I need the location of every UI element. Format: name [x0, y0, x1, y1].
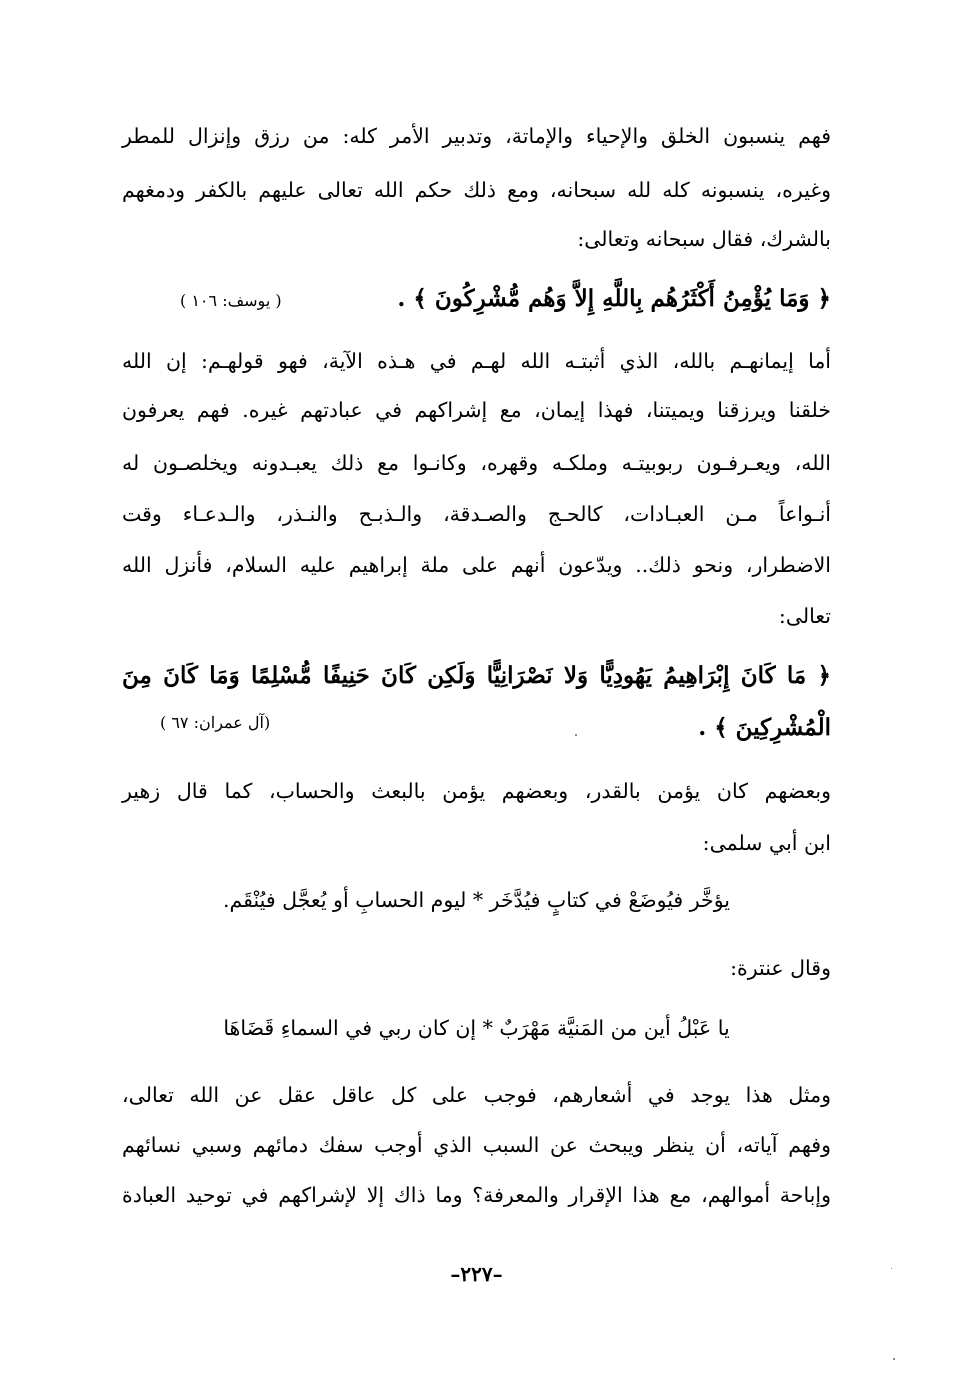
paragraph2-line6: تعالى:: [778, 604, 831, 628]
antara-intro: وقال عنترة:: [730, 956, 831, 980]
paragraph2-line1: أما إيمانهـم بالله، الذي أثبتـه الله لهـم في هـذه الآية، فهو قولهـم: إن الله: [122, 349, 831, 373]
verse-reference-al-imran: (آل عمران: ٦٧ ): [160, 713, 271, 732]
quran-verse-al-imran-line1: ﴿ مَا كَانَ إِبْرَاهِيمُ يَهُودِيًّا وَلا نَصْرَانِيًّا وَلَكِن كَانَ حَنِيفًا مُّسْلِمًا وَمَا كَانَ مِنَ: [122, 662, 831, 689]
paragraph1-line2: وغيره، ينسبونه كله لله سبحانه، ومع ذلك حكم الله تعالى عليهم بالكفر ودمغهم: [122, 178, 831, 202]
poem-verse-antara: يا عَبْلُ أين من المَنيَّة مَهْرَبٌ * إن كان ربي في السماءِ قَضَاهَا: [223, 1016, 730, 1040]
paragraph2-line5: الاضطرار، ونحو ذلك.. ويدّعون أنهم على ملة إبراهيم عليه السلام، فأنزل الله: [122, 553, 831, 577]
quran-verse-yusuf: ﴿ وَمَا يُؤْمِنُ أَكْثَرُهُم بِاللَّهِ إِلاَّ وَهُم مُّشْرِكُونَ ﴾ .: [397, 285, 831, 312]
paragraph2-line2: خلقنا ويرزقنا ويميتنا، فهذا إيمان، مع إشراكهم في عبادتهم غيره. فهم يعرفون: [122, 398, 831, 422]
paragraph1-line3: بالشرك، فقال سبحانه وتعالى:: [577, 227, 831, 251]
paragraph4-line2: وفهم آياته، أن ينظر ويبحث عن السبب الذي أوجب سفك دمائهم وسبي نسائهم: [122, 1133, 831, 1157]
paragraph4-line1: ومثل هذا يوجد في أشعارهم، فوجب على كل عاقل عقل عن الله تعالى،: [122, 1083, 831, 1107]
paragraph3-line1: وبعضهم كان يؤمن بالقدر، وبعضهم يؤمن بالبعث والحساب، كما قال زهير: [122, 779, 831, 803]
quran-verse-al-imran-line2: الْمُشْرِكِينَ ﴾ .: [698, 714, 831, 741]
paragraph3-line2: ابن أبي سلمى:: [702, 831, 831, 855]
poem-verse-zuhayr: يؤخَّر فيُوضَعْ في كتابٍ فيُدَّخَر * ليوم الحسابِ أو يُعجَّل فيُنْقَم.: [222, 888, 731, 912]
paragraph2-line3: الله، ويعـرفـون ربوبيتـه وملكـه وقهره، وكانـوا مع ذلك يعبـدونه ويخلصـون له: [122, 451, 831, 475]
scan-speck: [891, 1268, 892, 1269]
page-number: –٢٢٧–: [450, 1262, 503, 1286]
scan-speck: [893, 1358, 895, 1360]
paragraph1-line1: فهم ينسبون الخلق والإحياء والإماتة، وتدبير الأمر كله: من رزق وإنزال للمطر: [122, 124, 831, 148]
verse-reference-yusuf: ( يوسف: ١٠٦ ): [180, 291, 282, 310]
paragraph2-line4: أنـواعاً مـن العبـادات، كالحـج والصـدقة، والـذبـح والنـذر، والـدعـاء وقت: [122, 502, 831, 526]
paragraph4-line3: وإباحة أموالهم، مع هذا الإقرار والمعرفة؟ وما ذاك إلا لإشراكهم في توحيد العبادة: [122, 1183, 831, 1207]
scan-speck: [575, 734, 577, 736]
